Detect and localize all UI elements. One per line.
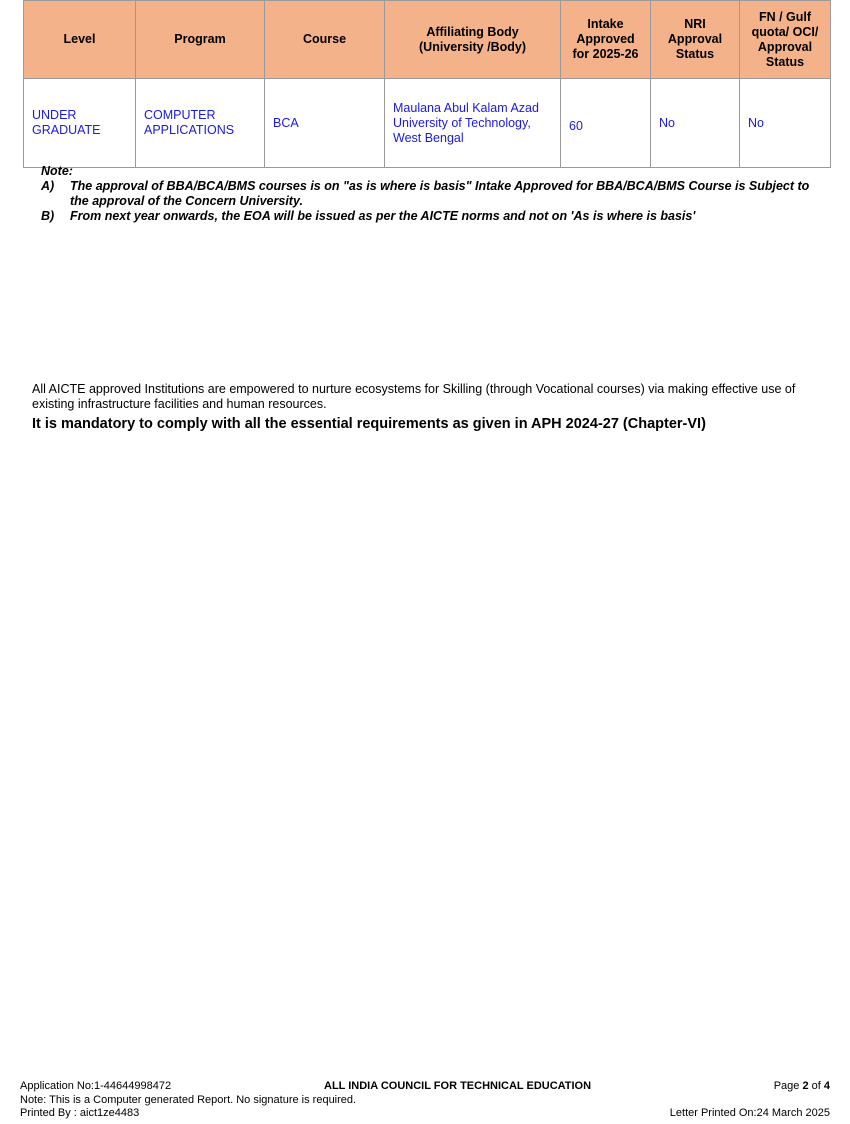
cell-affiliating-body <box>385 79 561 168</box>
notes-title: Note: <box>41 164 73 178</box>
mandatory-statement: It is mandatory to comply with all the essential requirements as given in APH 2024-27 (Chapter-VI) <box>32 416 706 432</box>
cell-line: No <box>659 115 675 130</box>
header-program <box>136 1 265 79</box>
page-indicator <box>774 1080 830 1094</box>
note-text <box>70 179 831 209</box>
cell-level <box>24 79 136 168</box>
header-line: (University /Body) <box>419 39 526 54</box>
cell-line: BCA <box>273 115 299 130</box>
cell-line: West Bengal <box>393 130 464 145</box>
cell-fn-gulf <box>740 79 831 168</box>
header-level <box>24 1 136 79</box>
note-marker: A) <box>41 179 55 193</box>
header-line: NRI <box>684 17 706 31</box>
cell-line: UNDER <box>32 108 77 122</box>
note-text <box>70 209 831 224</box>
header-intake <box>561 1 651 79</box>
header-line: Program <box>174 32 226 46</box>
cell-line: GRADUATE <box>32 123 101 137</box>
computer-generated-note: Note: This is a Computer generated Report. No signature is required. <box>20 1093 357 1106</box>
cell-nri <box>651 79 740 168</box>
cell-line: COMPUTER <box>144 108 216 122</box>
note-item-b <box>41 209 831 224</box>
header-line: Approval <box>757 39 813 54</box>
header-line: Status <box>675 47 715 61</box>
table-row <box>24 79 831 168</box>
header-line: Status <box>765 54 805 69</box>
footer-row-2 <box>20 1094 830 1108</box>
cell-line: Maulana Abul Kalam Azad <box>393 100 539 115</box>
skilling-line: existing infrastructure facilities and human resources. <box>32 397 327 411</box>
council-name: ALL INDIA COUNCIL FOR TECHNICAL EDUCATION <box>324 1080 592 1092</box>
header-line: for 2025-26 <box>572 47 639 61</box>
cell-course <box>265 79 385 168</box>
printed-by: Printed By : aict1ze4483 <box>20 1107 140 1119</box>
header-line: FN / Gulf <box>758 9 812 24</box>
cell-line: 60 <box>569 118 583 133</box>
footer-row-1 <box>20 1080 830 1094</box>
page-prefix: Page <box>773 1080 803 1092</box>
page-of: of <box>808 1080 824 1092</box>
cell-line: No <box>748 115 764 130</box>
page-total: 4 <box>823 1080 830 1092</box>
header-line: Approved <box>576 32 635 46</box>
notes-section <box>41 164 831 224</box>
page-footer <box>20 1080 830 1121</box>
skilling-line: All AICTE approved Institutions are empowered to nurture ecosystems for Skilling (through Vocational courses) via making effective use of <box>32 382 796 396</box>
approval-table <box>23 0 831 168</box>
header-affiliating-body <box>385 1 561 79</box>
table-header-row <box>24 1 831 79</box>
header-line: Intake <box>587 17 624 31</box>
application-number: Application No:1-44644998472 <box>20 1080 172 1092</box>
header-line: Affiliating Body <box>426 24 519 39</box>
header-nri <box>651 1 740 79</box>
header-course <box>265 1 385 79</box>
skilling-paragraph <box>32 382 822 412</box>
footer-row-3 <box>20 1107 830 1121</box>
note-line: The approval of BBA/BCA/BMS courses is on "as is where is basis" Intake Approved for BBA/BCA/BMS Course is Subject to <box>70 179 810 193</box>
header-fn-gulf <box>740 1 831 79</box>
note-marker: B) <box>41 209 55 223</box>
note-line: the approval of the Concern University. <box>70 194 303 208</box>
header-line: Level <box>63 32 96 46</box>
note-item-a <box>41 179 831 209</box>
note-line: From next year onwards, the EOA will be issued as per the AICTE norms and not on 'As is where is basis' <box>70 209 696 223</box>
header-line: quota/ OCI/ <box>751 24 819 39</box>
cell-program <box>136 79 265 168</box>
cell-line: APPLICATIONS <box>144 123 235 137</box>
header-line: Course <box>302 32 347 46</box>
cell-line: University of Technology, <box>393 115 531 130</box>
page-current: 2 <box>802 1080 809 1092</box>
cell-intake <box>561 79 651 168</box>
header-line: Approval <box>667 32 723 46</box>
printed-on: Letter Printed On:24 March 2025 <box>669 1107 830 1119</box>
